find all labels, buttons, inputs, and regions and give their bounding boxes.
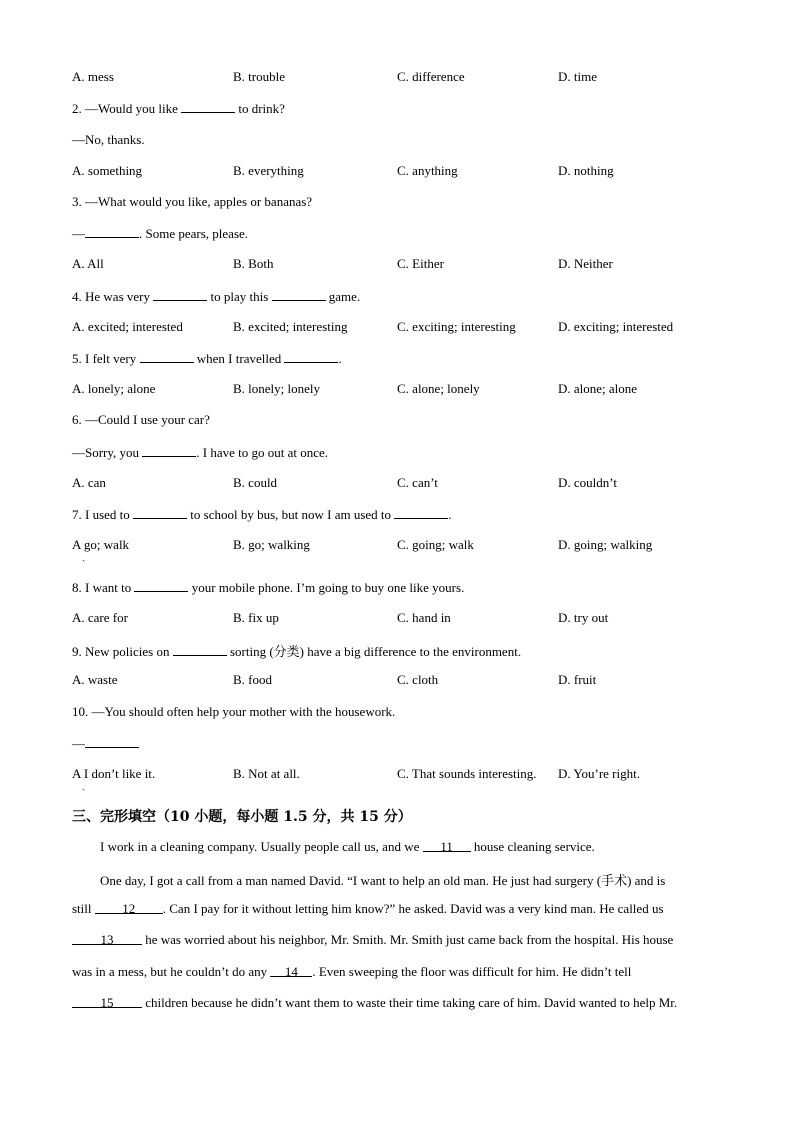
q6-option-d[interactable]: D. couldn’t <box>558 475 617 490</box>
q10-option-d[interactable]: D. You’re right. <box>558 766 640 781</box>
answer-blank[interactable] <box>142 444 196 457</box>
q3-stem: 3. —What would you like, apples or bananas? <box>72 194 313 209</box>
q2-stem <box>72 100 285 117</box>
q9-option-a[interactable]: A. waste <box>72 672 118 687</box>
q7-option-c[interactable]: C. going; walk <box>397 537 474 552</box>
q1-option-b[interactable]: B. trouble <box>233 69 285 84</box>
passage-text: . Can I pay for it without letting him know?” he asked. David was a very kind man. He called us <box>162 901 664 916</box>
q3-option-b[interactable]: B. Both <box>233 256 274 271</box>
passage-line <box>72 964 722 980</box>
q7-option-b[interactable]: B. go; walking <box>233 537 310 552</box>
q8-stem-part: your mobile phone. I’m going to buy one like yours. <box>188 580 465 595</box>
q2-reply: —No, thanks. <box>72 132 145 147</box>
q8-option-c[interactable]: C. hand in <box>397 610 451 625</box>
q9-options <box>0 672 794 688</box>
q4-option-c[interactable]: C. exciting; interesting <box>397 319 516 334</box>
q8-options <box>0 610 794 626</box>
q1-option-a[interactable]: A. mess <box>72 69 114 84</box>
section-title: 三、完形填空（10 小题，每小题 1.5 分，共 15 分） <box>72 809 412 825</box>
q3-options <box>0 256 794 272</box>
q2-stem-text-end: to drink? <box>235 101 285 116</box>
q9-stem-part: sorting (分类) have a big difference to the environment. <box>226 644 522 659</box>
q2-option-a[interactable]: A. something <box>72 163 143 178</box>
passage-line <box>72 995 722 1011</box>
q1-option-d[interactable]: D. time <box>558 69 597 84</box>
q6-reply-text-end: . I have to go out at once. <box>196 445 329 460</box>
q5-stem-part: 5. I felt very <box>72 351 140 366</box>
q5-stem <box>72 350 342 367</box>
answer-blank[interactable] <box>173 643 227 656</box>
q10-option-b[interactable]: B. Not at all. <box>233 766 300 781</box>
q7-option-a[interactable]: A go; walk <box>72 537 130 552</box>
q3-option-c[interactable]: C. Either <box>397 256 444 271</box>
q5-option-d[interactable]: D. alone; alone <box>558 381 638 396</box>
q6-reply <box>72 444 328 461</box>
q10-option-c[interactable]: C. That sounds interesting. <box>397 766 537 781</box>
answer-blank-14[interactable]: 14 <box>270 964 312 977</box>
answer-blank[interactable] <box>133 506 187 519</box>
q5-stem-part: . <box>338 351 342 366</box>
q7-options <box>0 537 794 553</box>
answer-blank[interactable] <box>181 100 235 113</box>
q10-reply <box>72 735 139 752</box>
q7-option-d[interactable]: D. going; walking <box>558 537 653 552</box>
q8-option-d[interactable]: D. try out <box>558 610 609 625</box>
q9-option-c[interactable]: C. cloth <box>397 672 439 687</box>
q10-stem: 10. —You should often help your mother with the housework. <box>72 704 396 719</box>
q6-options <box>0 475 794 491</box>
q6-option-b[interactable]: B. could <box>233 475 278 490</box>
passage-line <box>72 901 722 917</box>
q4-stem-part: to play this <box>207 289 272 304</box>
answer-blank[interactable] <box>153 288 207 301</box>
stray-dot-mark: ˎ <box>82 780 86 791</box>
q3-reply <box>72 225 248 242</box>
answer-blank-12[interactable]: 12 <box>95 901 163 914</box>
answer-blank[interactable] <box>284 350 338 363</box>
q6-option-a[interactable]: A. can <box>72 475 106 490</box>
q2-option-c[interactable]: C. anything <box>397 163 458 178</box>
passage-line: One day, I got a call from a man named David. “I want to help an old man. He just had surgery (手术) and is <box>100 873 666 888</box>
q2-option-b[interactable]: B. everything <box>233 163 304 178</box>
q9-option-b[interactable]: B. food <box>233 672 272 687</box>
answer-blank[interactable] <box>85 735 139 748</box>
q3-reply-dash: — <box>72 226 85 241</box>
answer-blank[interactable] <box>272 288 326 301</box>
passage-text: was in a mess, but he couldn’t do any <box>72 964 271 979</box>
q7-stem-part: to school by bus, but now I am used to <box>187 507 395 522</box>
q3-reply-text: . Some pears, please. <box>139 226 249 241</box>
q4-stem-part: game. <box>325 289 361 304</box>
answer-blank[interactable] <box>140 350 194 363</box>
q9-option-d[interactable]: D. fruit <box>558 672 597 687</box>
passage-text: . Even sweeping the floor was difficult for him. He didn’t tell <box>312 964 632 979</box>
q8-option-b[interactable]: B. fix up <box>233 610 279 625</box>
q4-options <box>0 319 794 335</box>
q10-option-a[interactable]: A I don’t like it. <box>72 766 156 781</box>
passage-text: I work in a cleaning company. Usually people call us, and we <box>100 839 423 854</box>
answer-blank[interactable] <box>394 506 448 519</box>
q5-option-a[interactable]: A. lonely; alone <box>72 381 156 396</box>
q8-stem-part: 8. I want to <box>72 580 135 595</box>
q6-stem: 6. —Could I use your car? <box>72 412 210 427</box>
q1-option-c[interactable]: C. difference <box>397 69 465 84</box>
q6-option-c[interactable]: C. can’t <box>397 475 438 490</box>
q4-option-b[interactable]: B. excited; interesting <box>233 319 348 334</box>
q3-option-d[interactable]: D. Neither <box>558 256 613 271</box>
passage-text: he was worried about his neighbor, Mr. Smith. Mr. Smith just came back from the hospital. His house <box>142 932 674 947</box>
answer-blank[interactable] <box>85 225 139 238</box>
q2-option-d[interactable]: D. nothing <box>558 163 614 178</box>
q7-stem <box>72 506 452 523</box>
q4-option-d[interactable]: D. exciting; interested <box>558 319 674 334</box>
q4-stem <box>72 288 360 305</box>
passage-line <box>100 839 750 855</box>
passage-text: children because he didn’t want them to waste their time taking care of him. David wanted to help Mr. <box>142 995 678 1010</box>
q3-option-a[interactable]: A. All <box>72 256 104 271</box>
q10-reply-dash: — <box>72 736 85 751</box>
q2-options <box>0 163 794 179</box>
q1-options <box>0 69 794 85</box>
q7-stem-part: 7. I used to <box>72 507 134 522</box>
q10-options <box>0 766 794 782</box>
answer-blank-11[interactable]: 11 <box>423 839 471 852</box>
q4-option-a[interactable]: A. excited; interested <box>72 319 183 334</box>
q2-stem-text: 2. —Would you like <box>72 101 182 116</box>
q6-reply-text: —Sorry, you <box>72 445 143 460</box>
answer-blank-15[interactable]: 15 <box>72 995 142 1008</box>
q5-stem-part: when I travelled <box>193 351 285 366</box>
answer-blank-13[interactable]: 13 <box>72 932 142 945</box>
q9-stem-part: 9. New policies on <box>72 644 173 659</box>
passage-text: house cleaning service. <box>470 839 595 854</box>
q4-stem-part: 4. He was very <box>72 289 154 304</box>
q5-option-c[interactable]: C. alone; lonely <box>397 381 480 396</box>
q7-stem-part: . <box>448 507 452 522</box>
q8-stem <box>72 579 464 596</box>
passage-line <box>72 932 722 948</box>
q5-options <box>0 381 794 397</box>
q9-stem <box>72 641 521 660</box>
q5-option-b[interactable]: B. lonely; lonely <box>233 381 321 396</box>
stray-dot-mark: ˎ <box>82 551 86 562</box>
answer-blank[interactable] <box>134 579 188 592</box>
passage-text: still <box>72 901 95 916</box>
q8-option-a[interactable]: A. care for <box>72 610 128 625</box>
